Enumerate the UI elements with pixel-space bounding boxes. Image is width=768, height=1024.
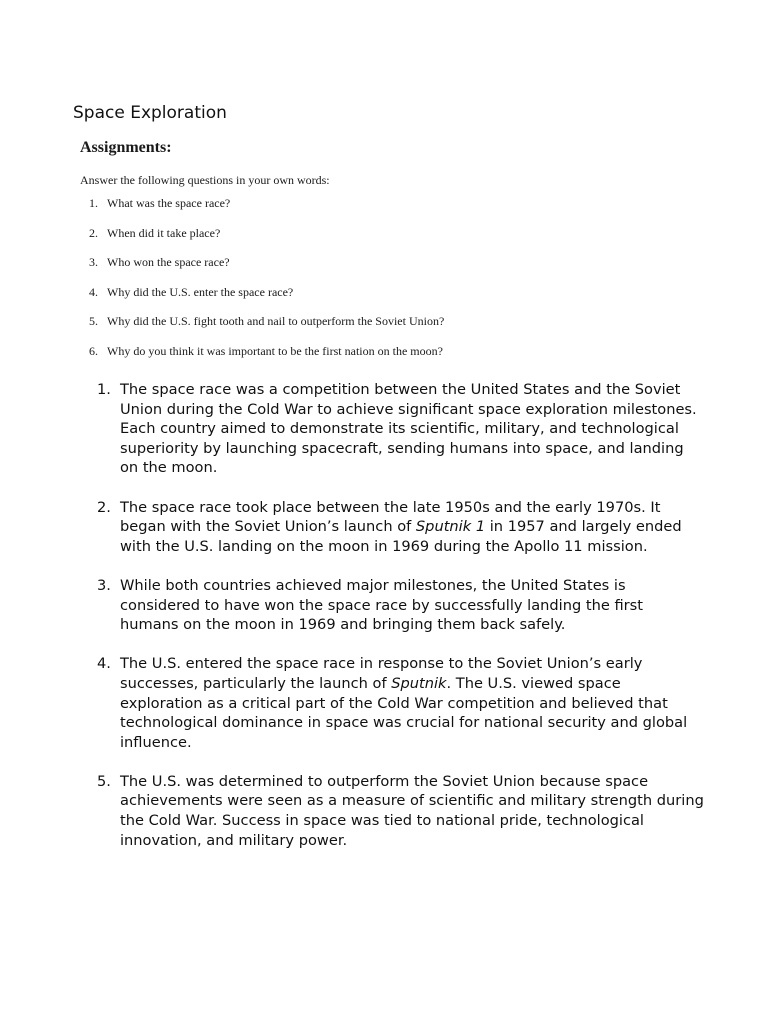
answer-item [95,380,705,478]
assignment-heading: Assignments: [80,139,172,156]
assignment-image [80,138,520,372]
answer-text: While both countries achieved major milestones, the United States is considered to have won the space race by successfully landing the first humans on the moon in 1969 and bringing them back safely. [120,576,643,634]
question-item [80,343,520,373]
answer-text-part: in 1957 and largely ended with the U.S. landing on the moon in 1969 during the Apollo 11 mission. [120,518,682,555]
question-number: 6. [89,343,98,358]
answer-text-part: The U.S. entered the space race in response to the Soviet Union’s early successes, particularly the launch of [120,655,643,692]
question-item [80,195,520,225]
answer-item [95,772,705,850]
document-title: Space Exploration [73,103,227,123]
question-item [80,225,520,255]
question-item [80,284,520,314]
question-text: Why did the U.S. enter the space race? [107,284,294,299]
question-item [80,254,520,284]
question-number: 1. [89,196,98,210]
answer-text [120,655,687,750]
answer-text-part: . The U.S. viewed space exploration as a critical part of the Cold War competition and believed that technological dominance in space was crucial for national security and global influence. [120,674,688,751]
answer-number: 5. [97,772,111,790]
question-text: When did it take place? [107,225,221,240]
answer-text-part: The space race took place between the late 1950s and the early 1970s. It began with the Soviet Union’s launch of [120,498,661,536]
question-item [80,313,520,343]
question-number: 4. [89,284,98,299]
answer-text: The U.S. was determined to outperform the Soviet Union because space achievements were seen as a measure of scientific and military strength during the Cold War. Success in space was tied to national pride, technological innovation, and military power. [120,772,704,849]
answer-text [120,499,682,555]
question-text: Why did the U.S. fight tooth and nail to outperform the Soviet Union? [107,314,445,328]
answer-item [95,498,705,557]
answer-list [95,380,705,870]
answer-italic-term: Sputnik [391,674,447,692]
question-text: Why do you think it was important to be the first nation on the moon? [107,343,443,358]
assignment-intro: Answer the following questions in your own words: [80,173,330,187]
answer-item [95,654,705,752]
answer-text: The space race was a competition between the United States and the Soviet Union during the Cold War to achieve significant space exploration milestones. Each country aimed to demonstrate its scientific, military, and technological superiority by launching spacecraft, sending humans into space, and landing on the moon. [120,381,697,477]
question-number: 3. [89,255,98,269]
question-number: 2. [89,225,98,240]
answer-number: 1. [97,381,111,398]
question-text: Who won the space race? [107,255,230,269]
answer-number: 3. [97,576,111,594]
question-number: 5. [89,314,98,328]
question-list [80,195,520,372]
answer-number: 2. [97,498,111,516]
answer-number: 4. [97,655,111,673]
question-text: What was the space race? [107,196,231,210]
answer-italic-term: Sputnik 1 [415,518,486,536]
answer-item [95,576,705,635]
